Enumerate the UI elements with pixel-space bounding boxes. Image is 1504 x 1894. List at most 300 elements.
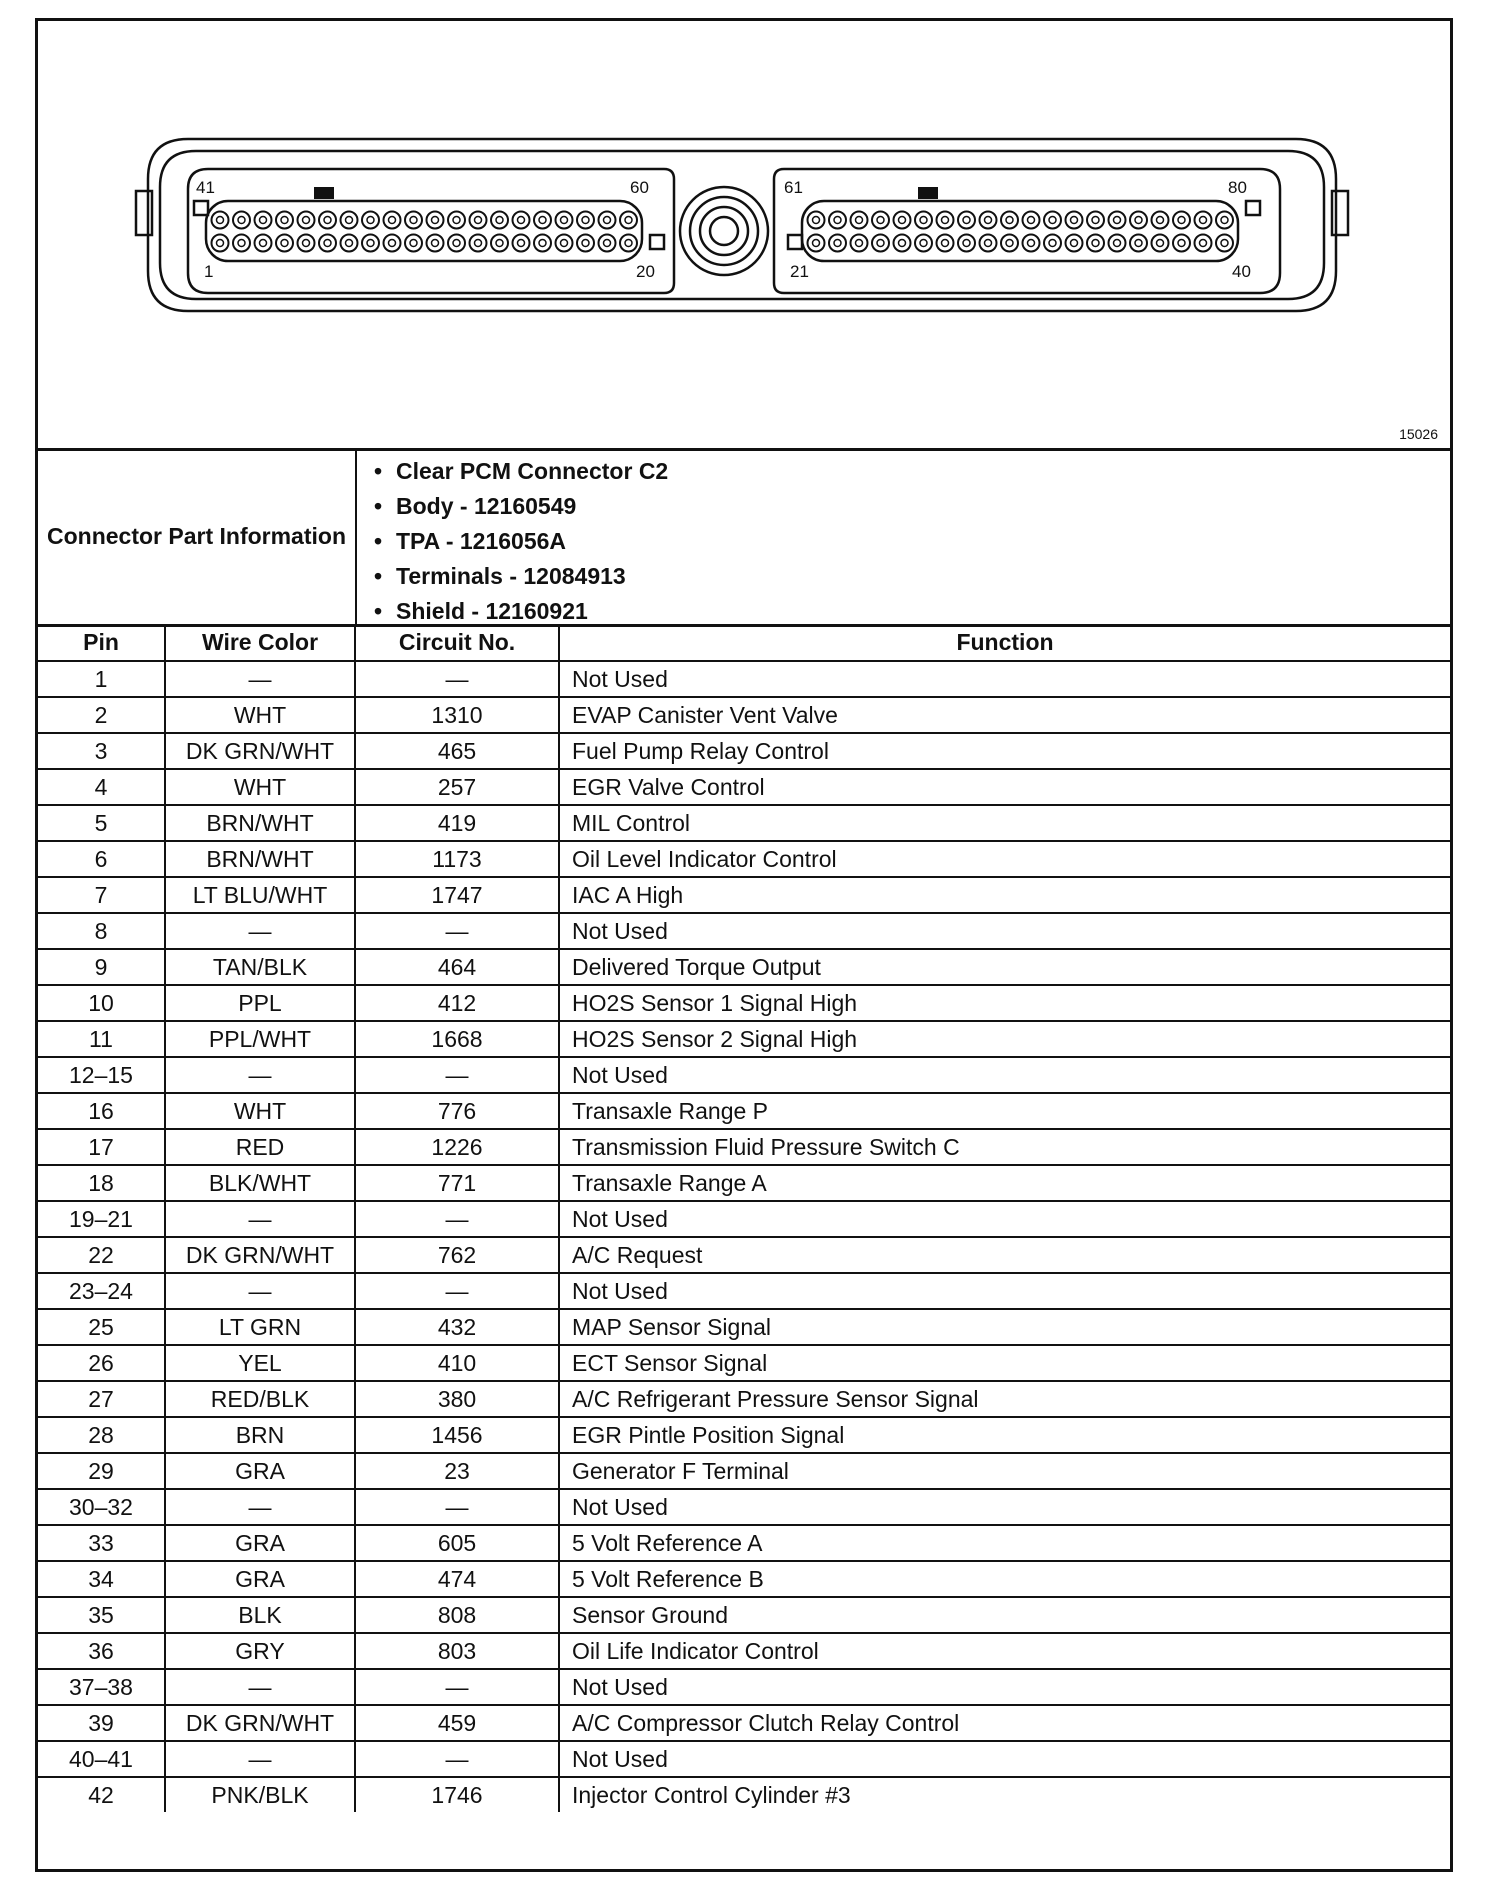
wire-color-cell: — (165, 913, 355, 949)
header-pin: Pin (38, 624, 165, 661)
circuit-no-cell: 23 (355, 1453, 559, 1489)
function-cell: Not Used (559, 1273, 1450, 1309)
pin-cell: 28 (38, 1417, 165, 1453)
pin-hole-center (625, 240, 632, 247)
connector-info-item: • Terminals - 12084913 (396, 559, 668, 594)
header-function: Function (559, 624, 1450, 661)
pin-hole-center (561, 240, 568, 247)
wire-color-cell: BLK (165, 1597, 355, 1633)
wire-color-cell: — (165, 1201, 355, 1237)
pin-hole-center (475, 217, 482, 224)
wire-color-cell: WHT (165, 769, 355, 805)
pin-hole-center (1006, 240, 1013, 247)
pin-hole-center (217, 240, 224, 247)
pinout-table-body (38, 661, 1450, 1812)
pin-hole-center (1200, 217, 1207, 224)
pin-hole (851, 235, 868, 252)
pin-hole (620, 212, 637, 229)
wire-color-cell: WHT (165, 1093, 355, 1129)
pin-cell: 26 (38, 1345, 165, 1381)
pin-hole (341, 235, 358, 252)
pin-hole (298, 212, 315, 229)
pin-hole (1130, 235, 1147, 252)
pin-hole (1195, 212, 1212, 229)
pin-hole (958, 235, 975, 252)
table-row (38, 1777, 1450, 1812)
function-cell: Transmission Fluid Pressure Switch C (559, 1129, 1450, 1165)
connector-info-item: • Body - 12160549 (396, 489, 668, 524)
function-cell: Not Used (559, 1489, 1450, 1525)
table-row (38, 841, 1450, 877)
pin-hole-center (453, 217, 460, 224)
pin-hole (276, 212, 293, 229)
pin-hole (405, 235, 422, 252)
pin-hole (255, 212, 272, 229)
pin-label-80: 80 (1228, 178, 1247, 197)
pin-hole-center (346, 217, 353, 224)
pin-hole-center (1221, 217, 1228, 224)
function-cell: Not Used (559, 1741, 1450, 1777)
wire-color-cell: BRN/WHT (165, 805, 355, 841)
pin-cell: 29 (38, 1453, 165, 1489)
pin-hole (1087, 212, 1104, 229)
connector-info-item: • Shield - 12160921 (396, 594, 668, 629)
wire-color-cell: — (165, 1741, 355, 1777)
pin-hole (1001, 235, 1018, 252)
pin-label-1: 1 (204, 262, 214, 281)
function-cell: HO2S Sensor 2 Signal High (559, 1021, 1450, 1057)
wire-color-cell: — (165, 1273, 355, 1309)
pin-hole-center (813, 240, 820, 247)
pin-hole-center (389, 240, 396, 247)
connector-info-item: • Clear PCM Connector C2 (396, 454, 668, 489)
pin-cell: 6 (38, 841, 165, 877)
pin-cell: 36 (38, 1633, 165, 1669)
pin-hole-center (1049, 217, 1056, 224)
pin-hole-center (324, 240, 331, 247)
function-cell: Not Used (559, 1057, 1450, 1093)
circuit-no-cell: 1746 (355, 1777, 559, 1812)
function-cell: Transaxle Range A (559, 1165, 1450, 1201)
pin-hole-center (1071, 217, 1078, 224)
pin-label-60: 60 (630, 178, 649, 197)
pin-label-20: 20 (636, 262, 655, 281)
circuit-no-cell: 459 (355, 1705, 559, 1741)
pin-hole-center (238, 240, 245, 247)
table-row (38, 733, 1450, 769)
pin-cell: 16 (38, 1093, 165, 1129)
wire-color-cell: GRY (165, 1633, 355, 1669)
pin-hole-center (539, 240, 546, 247)
wire-color-cell: LT BLU/WHT (165, 877, 355, 913)
pin-cell: 27 (38, 1381, 165, 1417)
pin-cell: 19–21 (38, 1201, 165, 1237)
wire-color-cell: YEL (165, 1345, 355, 1381)
wire-color-cell: PPL (165, 985, 355, 1021)
wire-color-cell: WHT (165, 697, 355, 733)
pin-hole (1173, 212, 1190, 229)
circuit-no-cell: 762 (355, 1237, 559, 1273)
pin-hole (513, 212, 530, 229)
pin-hole-center (324, 217, 331, 224)
pin-hole-center (582, 240, 589, 247)
table-row (38, 1561, 1450, 1597)
pin-hole-center (561, 217, 568, 224)
table-row (38, 1489, 1450, 1525)
table-row (38, 697, 1450, 733)
pin-hole-center (518, 240, 525, 247)
function-cell: A/C Request (559, 1237, 1450, 1273)
pin-hole-center (920, 240, 927, 247)
pin-hole (808, 235, 825, 252)
table-row (38, 1021, 1450, 1057)
circuit-no-cell: 771 (355, 1165, 559, 1201)
pin-hole (958, 212, 975, 229)
circuit-no-cell: 1173 (355, 841, 559, 877)
pin-cell: 11 (38, 1021, 165, 1057)
wire-color-cell: GRA (165, 1561, 355, 1597)
pin-hole-center (432, 240, 439, 247)
pin-hole-center (920, 217, 927, 224)
pin-hole (427, 235, 444, 252)
connector-drawing (38, 21, 1450, 448)
pin-hole (1216, 235, 1233, 252)
pin-hole-center (604, 217, 611, 224)
table-row (38, 985, 1450, 1021)
pin-hole-center (281, 217, 288, 224)
pin-hole (384, 235, 401, 252)
pin-hole (534, 235, 551, 252)
pin-hole-center (475, 240, 482, 247)
pin-hole-center (625, 217, 632, 224)
connector-info-label: Connector Part Information (38, 448, 357, 624)
circuit-no-cell: 605 (355, 1525, 559, 1561)
wire-color-cell: PNK/BLK (165, 1777, 355, 1812)
pin-hole-center (453, 240, 460, 247)
pin-hole-center (1114, 240, 1121, 247)
function-cell: MAP Sensor Signal (559, 1309, 1450, 1345)
pin-cell: 39 (38, 1705, 165, 1741)
figure-number: 15026 (1399, 426, 1438, 442)
pin-hole (212, 235, 229, 252)
pin-hole-center (346, 240, 353, 247)
circuit-no-cell: 465 (355, 733, 559, 769)
function-cell: Not Used (559, 661, 1450, 697)
pin-hole-center (963, 217, 970, 224)
function-cell: EVAP Canister Vent Valve (559, 697, 1450, 733)
pin-cell: 23–24 (38, 1273, 165, 1309)
function-cell: Oil Level Indicator Control (559, 841, 1450, 877)
pin-hole (276, 235, 293, 252)
pin-hole-center (877, 240, 884, 247)
pin-hole-center (303, 217, 310, 224)
pin-cell: 30–32 (38, 1489, 165, 1525)
table-row (38, 1057, 1450, 1093)
wire-color-cell: — (165, 661, 355, 697)
pin-cell: 35 (38, 1597, 165, 1633)
pin-cell: 1 (38, 661, 165, 697)
connector-sheet (35, 18, 1453, 1872)
pin-hole (894, 212, 911, 229)
wire-color-cell: GRA (165, 1453, 355, 1489)
pin-hole (937, 212, 954, 229)
pin-hole-center (1178, 240, 1185, 247)
table-row (38, 1273, 1450, 1309)
table-row (38, 1237, 1450, 1273)
table-row (38, 1417, 1450, 1453)
pin-hole-center (260, 217, 267, 224)
pin-hole (1001, 212, 1018, 229)
table-row (38, 1633, 1450, 1669)
pin-hole (233, 212, 250, 229)
pin-cell: 18 (38, 1165, 165, 1201)
pin-hole-center (1092, 217, 1099, 224)
pin-hole (1173, 235, 1190, 252)
pin-cell: 42 (38, 1777, 165, 1812)
pin-hole (470, 235, 487, 252)
right-key-marker (918, 187, 938, 199)
pin-hole-center (389, 217, 396, 224)
table-row (38, 1597, 1450, 1633)
wire-color-cell: RED/BLK (165, 1381, 355, 1417)
pin-hole-center (367, 217, 374, 224)
pin-hole-center (604, 240, 611, 247)
pin-hole-center (834, 240, 841, 247)
circuit-no-cell: — (355, 1669, 559, 1705)
circuit-no-cell: 808 (355, 1597, 559, 1633)
pin-label-41: 41 (196, 178, 215, 197)
pin-hole (1152, 212, 1169, 229)
circuit-no-cell: 1456 (355, 1417, 559, 1453)
pin-hole (319, 212, 336, 229)
pin-hole (915, 235, 932, 252)
pin-hole (1066, 235, 1083, 252)
pin-hole-center (813, 217, 820, 224)
pin-hole (362, 235, 379, 252)
pin-hole (937, 235, 954, 252)
pin-hole-center (432, 217, 439, 224)
circuit-no-cell: 1226 (355, 1129, 559, 1165)
pin-hole (233, 235, 250, 252)
circuit-no-cell: — (355, 1057, 559, 1093)
function-cell: Oil Life Indicator Control (559, 1633, 1450, 1669)
pin-hole (915, 212, 932, 229)
pin-hole (980, 235, 997, 252)
table-row (38, 769, 1450, 805)
function-cell: MIL Control (559, 805, 1450, 841)
pin-cell: 10 (38, 985, 165, 1021)
pin-hole (298, 235, 315, 252)
pin-hole-center (1157, 240, 1164, 247)
pin-hole-center (539, 217, 546, 224)
table-row (38, 949, 1450, 985)
pin-cell: 3 (38, 733, 165, 769)
wire-color-cell: GRA (165, 1525, 355, 1561)
table-row (38, 1129, 1450, 1165)
table-row (38, 1345, 1450, 1381)
pin-hole (513, 235, 530, 252)
pin-hole (1216, 212, 1233, 229)
pin-hole-center (260, 240, 267, 247)
pin-hole (1023, 235, 1040, 252)
pin-hole (491, 212, 508, 229)
pin-hole-center (1200, 240, 1207, 247)
pin-hole (1044, 212, 1061, 229)
circuit-no-cell: 380 (355, 1381, 559, 1417)
pin-hole-center (1178, 217, 1185, 224)
pin-hole-center (1157, 217, 1164, 224)
circuit-no-cell: 419 (355, 805, 559, 841)
circuit-no-cell: — (355, 661, 559, 697)
pin-hole-center (281, 240, 288, 247)
pin-hole (1152, 235, 1169, 252)
wire-color-cell: RED (165, 1129, 355, 1165)
pin-hole-center (518, 217, 525, 224)
header-wire-color: Wire Color (165, 624, 355, 661)
circuit-no-cell: 464 (355, 949, 559, 985)
table-row (38, 913, 1450, 949)
circuit-no-cell: 1747 (355, 877, 559, 913)
pin-hole-center (303, 240, 310, 247)
wire-color-cell: TAN/BLK (165, 949, 355, 985)
pin-hole (470, 212, 487, 229)
pin-cell: 8 (38, 913, 165, 949)
pin-hole-center (1028, 240, 1035, 247)
table-row (38, 1201, 1450, 1237)
pin-hole (1044, 235, 1061, 252)
table-row (38, 1309, 1450, 1345)
pin-hole-center (942, 240, 949, 247)
pin-hole (534, 212, 551, 229)
function-cell: Generator F Terminal (559, 1453, 1450, 1489)
pin-hole (1023, 212, 1040, 229)
pin-hole (620, 235, 637, 252)
circuit-no-cell: — (355, 1489, 559, 1525)
pin-hole (808, 212, 825, 229)
wire-color-cell: — (165, 1057, 355, 1093)
connector-info-list (396, 454, 668, 629)
pin-hole (872, 212, 889, 229)
pin-hole (829, 212, 846, 229)
pin-hole (599, 235, 616, 252)
circuit-no-cell: 776 (355, 1093, 559, 1129)
wire-color-cell: BRN/WHT (165, 841, 355, 877)
table-row (38, 1525, 1450, 1561)
pinout-table (38, 624, 1450, 1812)
pin-label-40: 40 (1232, 262, 1251, 281)
pin-hole-center (877, 217, 884, 224)
pin-cell: 25 (38, 1309, 165, 1345)
pin-cell: 33 (38, 1525, 165, 1561)
pin-hole-center (217, 217, 224, 224)
pin-hole-center (963, 240, 970, 247)
circuit-no-cell: — (355, 1201, 559, 1237)
circuit-no-cell: — (355, 1273, 559, 1309)
pin-cell: 4 (38, 769, 165, 805)
function-cell: Injector Control Cylinder #3 (559, 1777, 1450, 1812)
pin-hole-center (856, 217, 863, 224)
wire-color-cell: — (165, 1489, 355, 1525)
function-cell: A/C Compressor Clutch Relay Control (559, 1705, 1450, 1741)
pin-hole (872, 235, 889, 252)
table-row (38, 1741, 1450, 1777)
circuit-no-cell: — (355, 1741, 559, 1777)
pin-hole (491, 235, 508, 252)
pin-hole-center (942, 217, 949, 224)
function-cell: Not Used (559, 1669, 1450, 1705)
pin-hole (384, 212, 401, 229)
pin-hole (894, 235, 911, 252)
table-row (38, 805, 1450, 841)
pin-cell: 7 (38, 877, 165, 913)
wire-color-cell: DK GRN/WHT (165, 733, 355, 769)
pin-hole-center (834, 217, 841, 224)
pin-hole (362, 212, 379, 229)
function-cell: A/C Refrigerant Pressure Sensor Signal (559, 1381, 1450, 1417)
table-row (38, 1705, 1450, 1741)
pin-hole (829, 235, 846, 252)
table-row (38, 1093, 1450, 1129)
connector-info-item: • TPA - 1216056A (396, 524, 668, 559)
function-cell: IAC A High (559, 877, 1450, 913)
pin-hole-center (1092, 240, 1099, 247)
pin-hole-center (1135, 240, 1142, 247)
wire-color-cell: LT GRN (165, 1309, 355, 1345)
pin-hole (577, 212, 594, 229)
table-header-row (38, 624, 1450, 661)
circuit-no-cell: 432 (355, 1309, 559, 1345)
connector-part-information (38, 448, 1450, 627)
pin-hole-center (1028, 217, 1035, 224)
pin-hole-center (1114, 217, 1121, 224)
function-cell: HO2S Sensor 1 Signal High (559, 985, 1450, 1021)
pin-label-21: 21 (790, 262, 809, 281)
pin-cell: 12–15 (38, 1057, 165, 1093)
pin-hole (1109, 235, 1126, 252)
wire-color-cell: DK GRN/WHT (165, 1237, 355, 1273)
pin-cell: 22 (38, 1237, 165, 1273)
pin-hole (448, 212, 465, 229)
function-cell: 5 Volt Reference B (559, 1561, 1450, 1597)
table-row (38, 1453, 1450, 1489)
pin-hole (448, 235, 465, 252)
function-cell: EGR Pintle Position Signal (559, 1417, 1450, 1453)
pin-hole-center (1049, 240, 1056, 247)
pin-hole-center (1221, 240, 1228, 247)
pin-hole (255, 235, 272, 252)
pin-hole (1066, 212, 1083, 229)
table-row (38, 1165, 1450, 1201)
pin-hole (1130, 212, 1147, 229)
function-cell: Fuel Pump Relay Control (559, 733, 1450, 769)
pin-hole (577, 235, 594, 252)
circuit-no-cell: 257 (355, 769, 559, 805)
wire-color-cell: — (165, 1669, 355, 1705)
function-cell: Transaxle Range P (559, 1093, 1450, 1129)
pin-hole-center (1135, 217, 1142, 224)
pin-label-61: 61 (784, 178, 803, 197)
pin-cell: 2 (38, 697, 165, 733)
pin-hole (1087, 235, 1104, 252)
pin-hole (980, 212, 997, 229)
pin-hole-center (899, 217, 906, 224)
pin-cell: 34 (38, 1561, 165, 1597)
pin-hole-center (856, 240, 863, 247)
pin-hole-center (238, 217, 245, 224)
pin-hole (599, 212, 616, 229)
function-cell: ECT Sensor Signal (559, 1345, 1450, 1381)
pin-cell: 17 (38, 1129, 165, 1165)
